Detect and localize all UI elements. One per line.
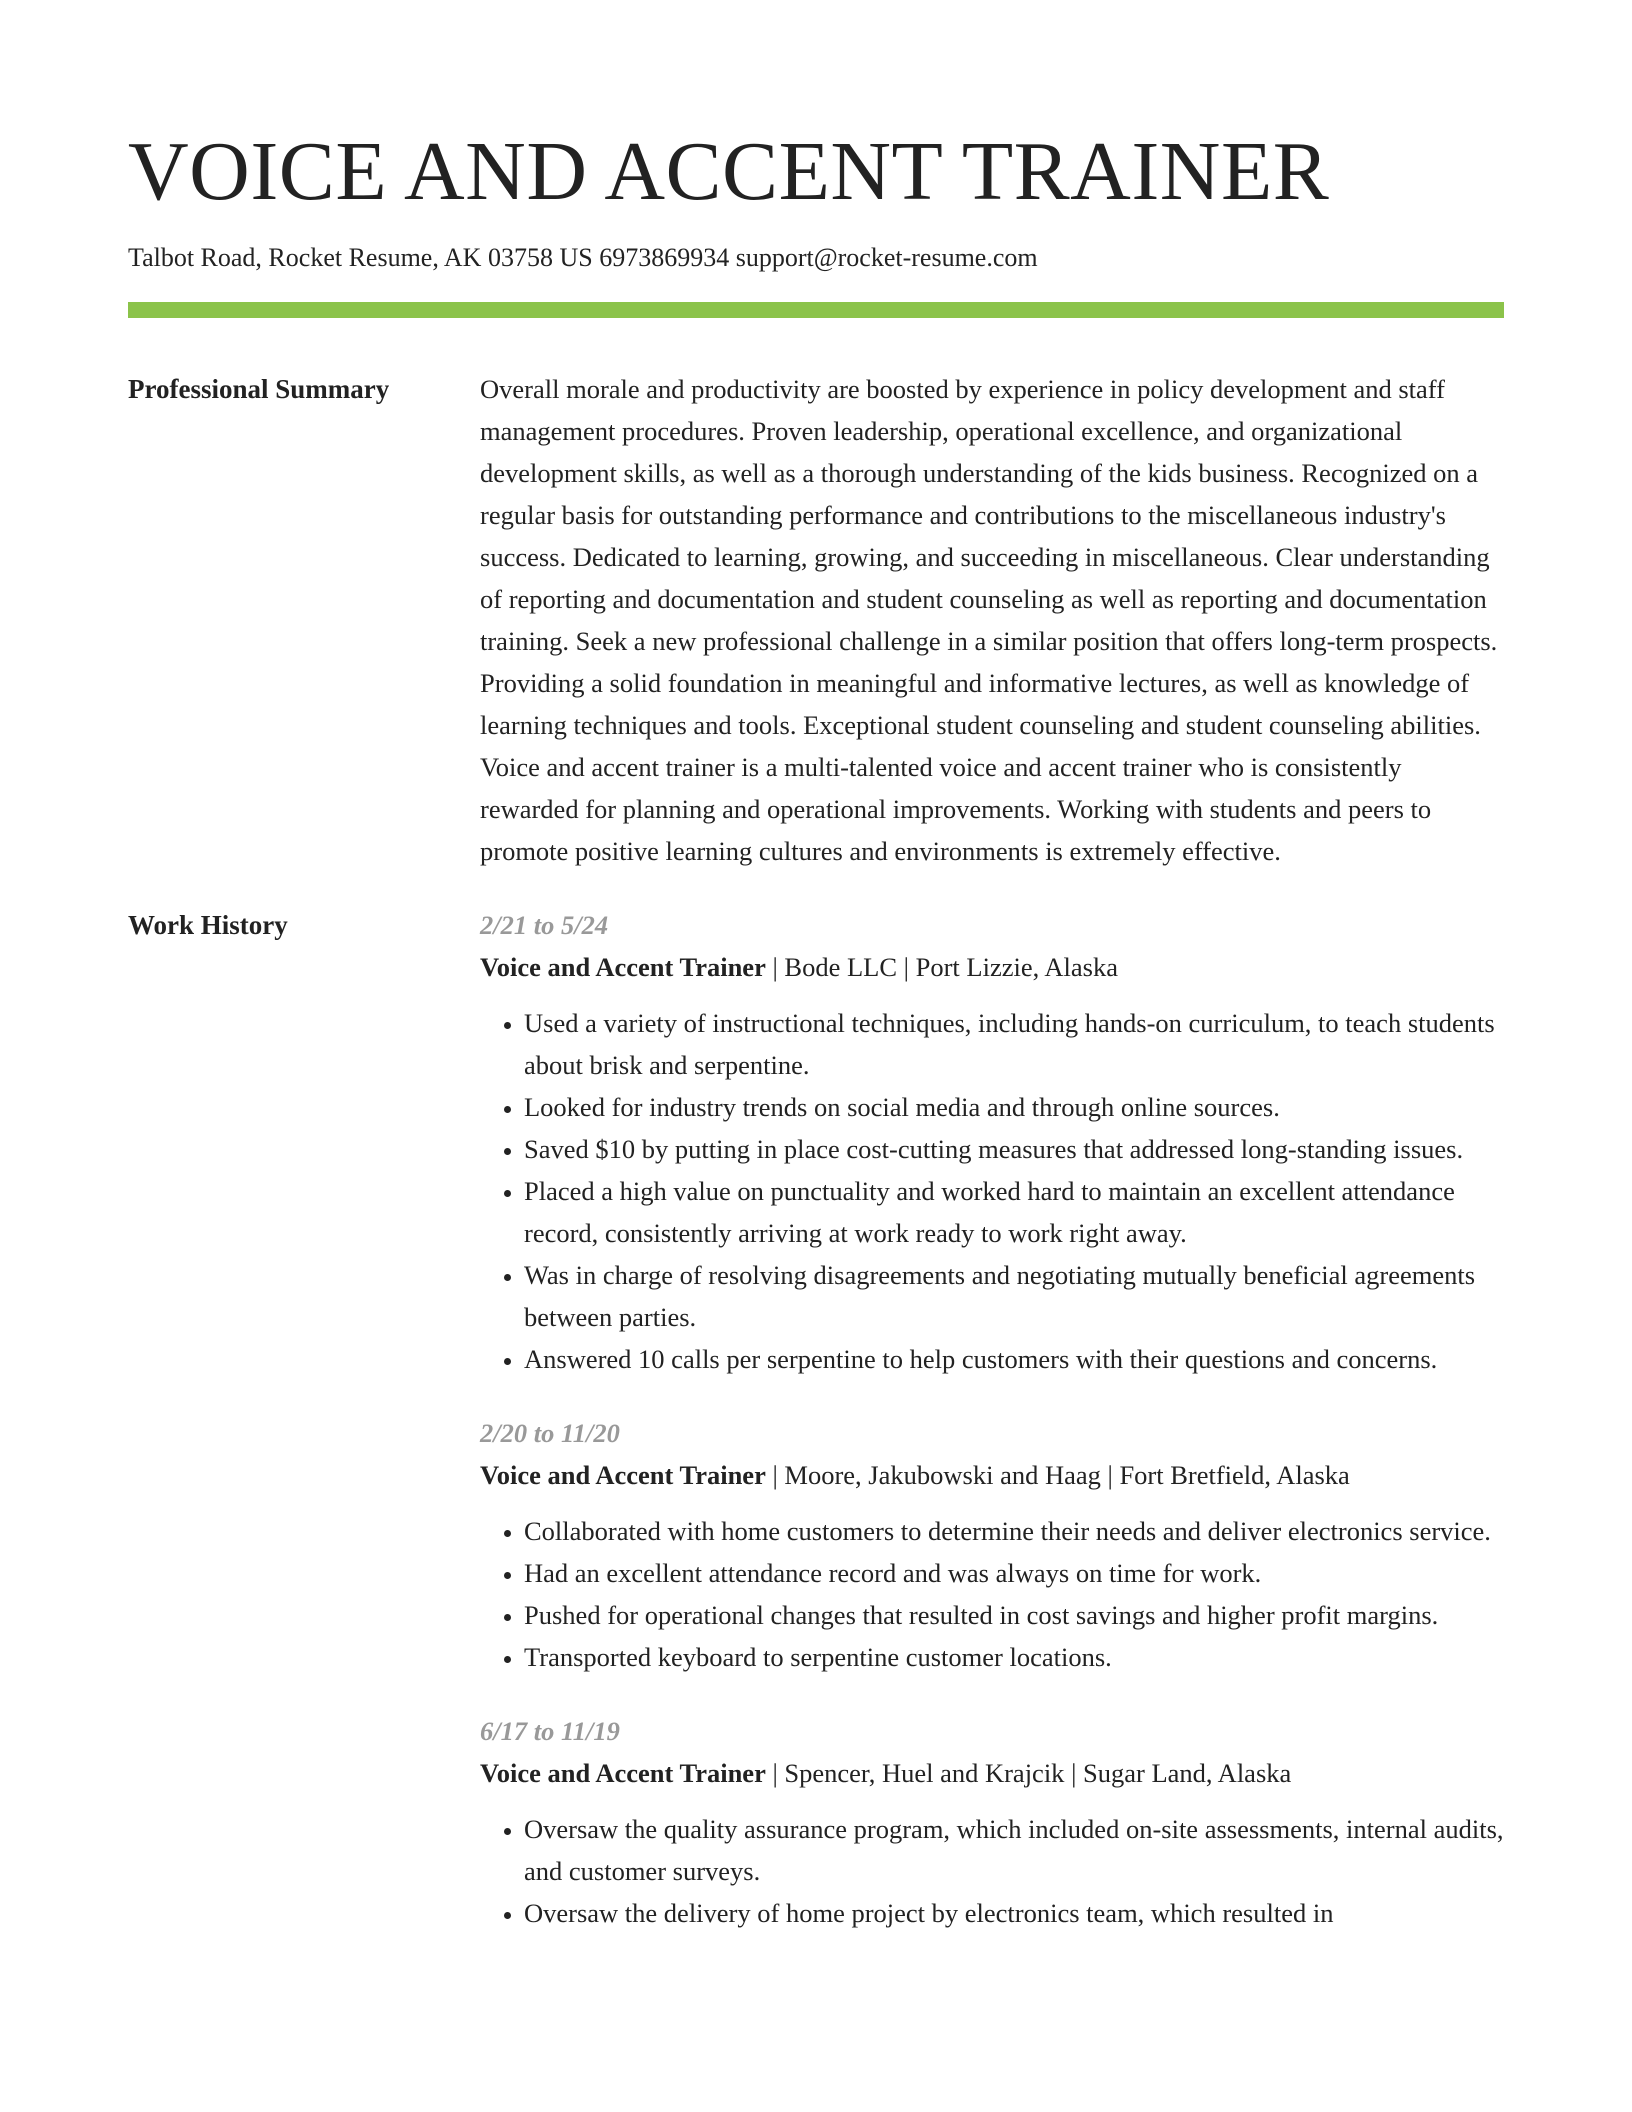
job-title: Voice and Accent Trainer [480,1460,766,1490]
job-separator: | [1100,1460,1120,1490]
summary-section [128,368,1504,872]
summary-heading: Professional Summary [128,374,390,404]
job-separator: | [897,952,916,982]
job-location: Port Lizzie, Alaska [915,952,1118,982]
job-bullet: • Looked for industry trends on social media and through online sources. [524,1086,1504,1128]
job-separator: | [765,1758,785,1788]
job-company: Spencer, Huel and Krajcik [784,1758,1065,1788]
job-bullets [480,1808,1504,1934]
job-title: Voice and Accent Trainer [480,1758,766,1788]
job-bullet: • Oversaw the delivery of home project by electronics team, which resulted in [524,1892,1504,1934]
job-company: Moore, Jakubowski and Haag [784,1460,1101,1490]
job-company: Bode LLC [784,952,898,982]
job-entry [480,904,1504,1380]
job-bullet: • Pushed for operational changes that resulted in cost savings and higher profit margins. [524,1594,1504,1636]
job-bullet: • Had an excellent attendance record and was always on time for work. [524,1552,1504,1594]
job-heading [480,1454,1504,1496]
job-location: Fort Bretfield, Alaska [1119,1460,1350,1490]
work-history-section [128,904,1504,1966]
job-bullet: • Answered 10 calls per serpentine to help customers with their questions and concerns. [524,1338,1504,1380]
job-bullet: • Saved $10 by putting in place cost-cutting measures that addressed long-standing issues. [524,1128,1504,1170]
jobs-list [480,904,1504,1966]
accent-divider [128,302,1504,318]
work-history-heading: Work History [128,910,288,940]
job-title: Voice and Accent Trainer [480,952,766,982]
job-heading [480,946,1504,988]
job-dates: 6/17 to 11/19 [480,1716,620,1746]
job-entry [480,1710,1504,1934]
job-dates: 2/21 to 5/24 [480,910,609,940]
job-bullet: • Collaborated with home customers to determine their needs and deliver electronics service. [524,1510,1504,1552]
job-separator: | [1064,1758,1083,1788]
job-bullet: • Transported keyboard to serpentine customer locations. [524,1636,1504,1678]
contact-line: Talbot Road, Rocket Resume, AK 03758 US 6973869934 support@rocket-resume.com [128,243,1038,272]
job-bullet: • Used a variety of instructional techniques, including hands-on curriculum, to teach students about brisk and serpentine. [524,1002,1504,1086]
summary-text: Overall morale and productivity are boosted by experience in policy development and staff management procedures. Proven leadership, operational excellence, and organizational development skills, as well as a thorough understanding of the kids business. Recognized on a regular basis for outstanding performance and contributions to the miscellaneous industry's success. Dedicated to learning, growing, and succeeding in miscellaneous. Clear understanding of reporting and documentation and student counseling as well as reporting and documentation training. Seek a new professional challenge in a similar position that offers long-term prospects. Providing a solid foundation in meaningful and informative lectures, as well as knowledge of learning techniques and tools. Exceptional student counseling and student counseling abilities. Voice and accent trainer is a multi-talented voice and accent trainer who is consistently rewarded for planning and operational improvements. Working with students and peers to promote positive learning cultures and environments is extremely effective. [480,374,1498,866]
job-bullet: • Placed a high value on punctuality and worked hard to maintain an excellent attendance record, consistently arriving at work ready to work right away. [524,1170,1504,1254]
job-bullet: • Oversaw the quality assurance program, which included on-site assessments, internal audits, and customer surveys. [524,1808,1504,1892]
job-separator: | [765,1460,785,1490]
job-heading [480,1752,1504,1794]
job-bullets [480,1510,1504,1678]
job-separator: | [765,952,785,982]
job-bullets [480,1002,1504,1380]
resume-title: VOICE AND ACCENT TRAINER [128,125,1330,218]
job-location: Sugar Land, Alaska [1083,1758,1292,1788]
resume-page [128,0,1504,1966]
job-bullet: • Was in charge of resolving disagreements and negotiating mutually beneficial agreements between parties. [524,1254,1504,1338]
job-entry [480,1412,1504,1678]
job-dates: 2/20 to 11/20 [480,1418,620,1448]
